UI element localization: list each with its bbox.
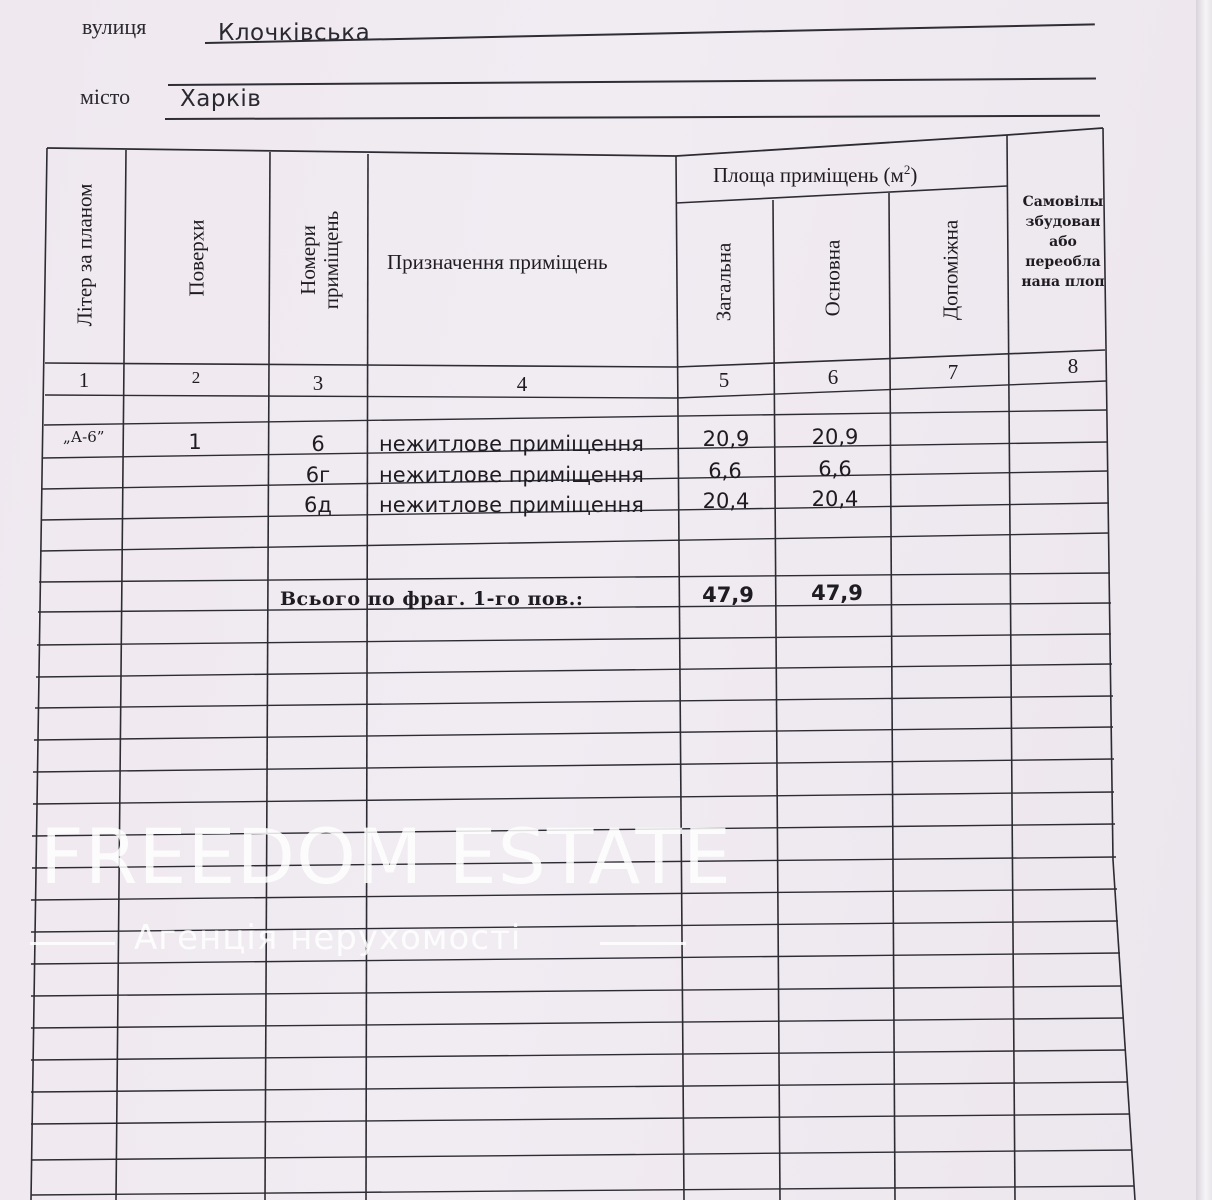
col-main-header: Основна <box>820 239 845 317</box>
row-rule <box>44 410 1107 425</box>
col-aux-header: Допоміжна <box>938 219 963 321</box>
table-top-border <box>1007 128 1103 135</box>
table-cell-main: 20,4 <box>811 487 859 511</box>
col-number: 5 <box>718 368 730 392</box>
row-rule <box>31 1082 1128 1092</box>
table-cell-purpose: нежитлове приміщення <box>379 493 644 517</box>
row-rule <box>31 1150 1132 1160</box>
area-group-divider <box>676 186 1007 203</box>
watermark-subtitle: Агенція нерухомості <box>134 918 522 958</box>
row-rule <box>31 1186 1134 1195</box>
column-rule <box>265 152 270 1200</box>
city-label: місто <box>80 84 131 109</box>
total-row-total: 47,9 <box>702 583 754 607</box>
col8-line: Самовілы <box>1022 194 1104 210</box>
row-rule <box>39 573 1110 582</box>
col8-line: збудован <box>1025 214 1101 230</box>
street-value: Клочківська <box>218 20 371 46</box>
col-number: 6 <box>827 365 839 389</box>
table-cell-purpose: нежитлове приміщення <box>379 432 644 456</box>
col8-line: переобла <box>1025 254 1101 270</box>
col-unauthorized-header <box>1015 192 1111 292</box>
table-cell-total: 6,6 <box>708 459 742 483</box>
row-rule <box>37 634 1111 645</box>
total-row-label: Всього по фраг. 1-го пов.: <box>280 588 584 610</box>
table-cell-main: 20,9 <box>811 425 859 449</box>
row-rule <box>34 727 1113 740</box>
col-number: 2 <box>191 368 201 387</box>
table-cell-total: 20,4 <box>702 489 750 513</box>
column-rule <box>889 193 895 1200</box>
table-cell-room: 6д <box>304 493 332 517</box>
column-rule <box>31 148 47 1200</box>
watermark-title: FREEDOM ESTATE <box>40 812 732 901</box>
row-rule <box>31 1018 1124 1028</box>
col8-line: або <box>1049 234 1077 250</box>
column-rule <box>366 154 368 1200</box>
col-purpose-header: Призначення приміщень <box>387 250 608 274</box>
col-floors-header: Поверхи <box>184 219 209 297</box>
total-row-main: 47,9 <box>811 581 863 605</box>
header-bottom-rule <box>45 363 676 367</box>
col-total-header: Загальна <box>711 242 736 322</box>
row-rule <box>33 792 1114 804</box>
table-cell-purpose: нежитлове приміщення <box>379 463 644 487</box>
table-top-border <box>676 135 1007 156</box>
col-number: 4 <box>516 372 528 396</box>
table-cell-main: 6,6 <box>818 457 852 481</box>
number-row-rule <box>45 395 676 398</box>
col-number: 7 <box>947 360 959 384</box>
table-cell-total: 20,9 <box>702 427 750 451</box>
watermark-rule-left <box>30 942 115 945</box>
watermark-rule-right <box>600 942 686 945</box>
row-rule <box>31 1114 1130 1124</box>
column-rule <box>1007 135 1015 1200</box>
table-cell-room: 6 <box>311 432 325 456</box>
column-rule <box>1113 860 1135 1200</box>
column-rule <box>676 156 684 1200</box>
street-label: вулиця <box>82 14 147 39</box>
table-cell-liter: „А-6” <box>63 428 105 446</box>
table-cell-room: 6г <box>305 463 331 487</box>
row-rule <box>31 986 1122 996</box>
row-rule <box>40 533 1109 551</box>
col-number: 8 <box>1067 354 1079 378</box>
city-value: Харків <box>180 86 262 112</box>
col8-line: нана плоп <box>1021 274 1105 290</box>
table-cell-floor: 1 <box>188 430 202 454</box>
row-rule <box>35 696 1113 708</box>
col-liter-header: Літер за планом <box>72 183 97 327</box>
area-group-header: Площа приміщень $(м^2)$ <box>713 162 918 187</box>
table-top-border <box>47 148 676 156</box>
row-rule <box>33 759 1114 772</box>
page-edge <box>1196 0 1212 1200</box>
row-rule <box>31 1050 1126 1060</box>
col-number: 3 <box>312 371 324 395</box>
area-unit-superscript: 2 <box>903 162 911 177</box>
col-number: 1 <box>78 368 90 392</box>
column-rule <box>116 150 126 1200</box>
col-rooms-header: Номери приміщень <box>295 210 343 310</box>
row-rule <box>36 664 1112 677</box>
